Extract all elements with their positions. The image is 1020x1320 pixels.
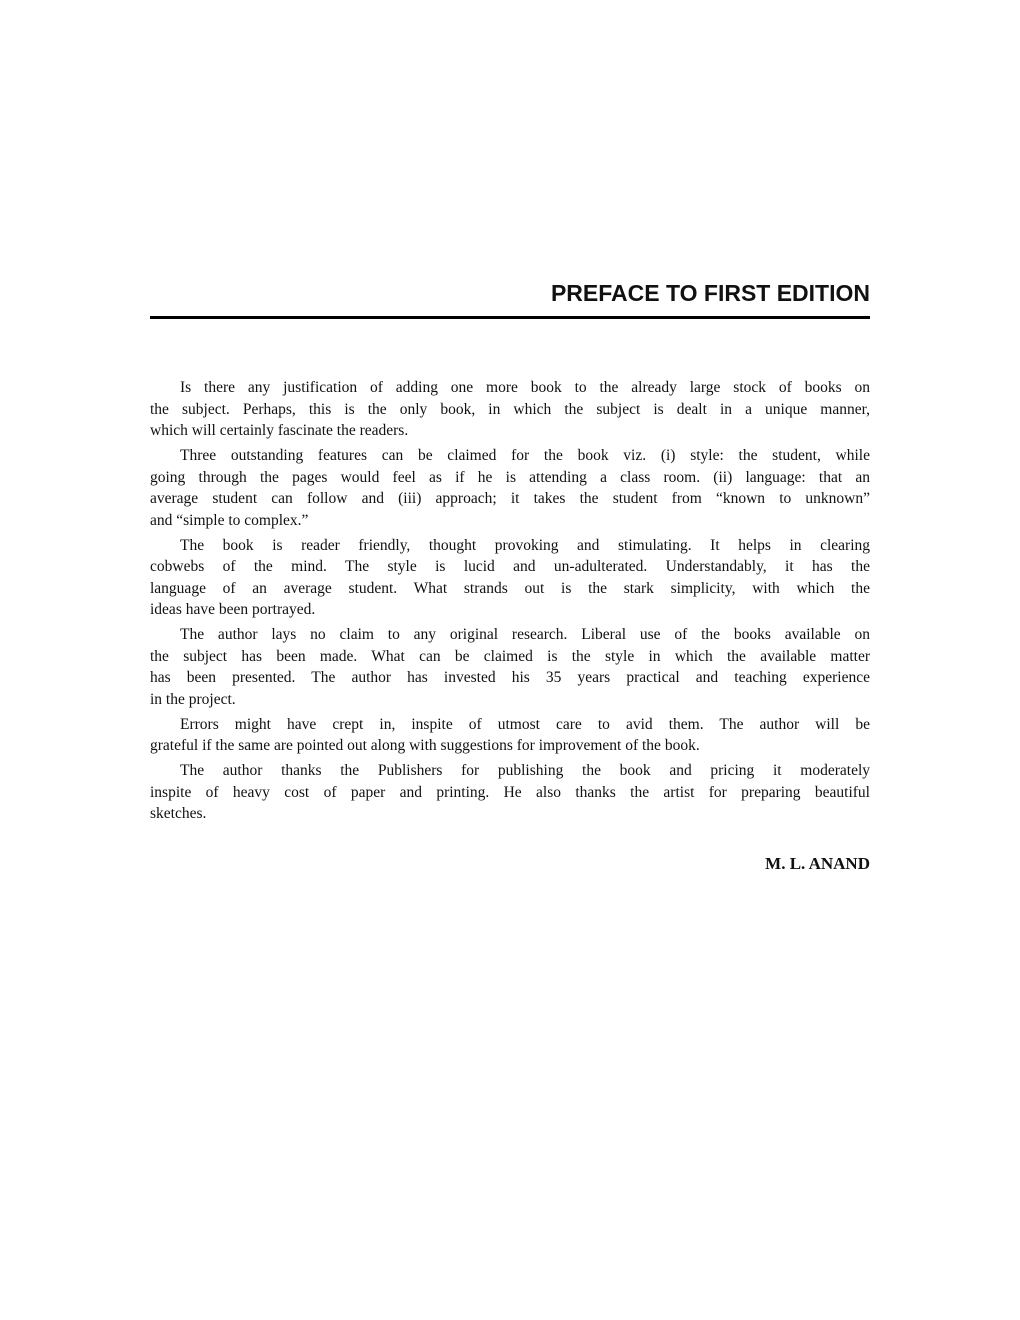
paragraph-line: Three outstanding features can be claimed for the book viz. (i) style: the student, while bbox=[180, 447, 870, 464]
paragraph-line: has been presented. The author has invested his 35 years practical and teaching experience bbox=[150, 669, 870, 686]
paragraph-line: and “simple to complex.” bbox=[150, 511, 309, 529]
paragraph bbox=[150, 377, 870, 442]
page-title: PREFACE TO FIRST EDITION bbox=[550, 280, 870, 306]
paragraph-line: The author thanks the Publishers for publishing the book and pricing it moderately bbox=[180, 762, 870, 779]
paragraph-line: sketches. bbox=[150, 805, 207, 822]
paragraph-line: Errors might have crept in, inspite of utmost care to avid them. The author will be bbox=[180, 715, 870, 733]
paragraph-line: the subject. Perhaps, this is the only book, in which the subject is dealt in a unique manner, bbox=[150, 400, 870, 418]
paragraph bbox=[150, 535, 870, 621]
paragraph bbox=[150, 760, 870, 825]
paragraph-line: in the project. bbox=[150, 690, 236, 708]
paragraph-line: Is there any justification of adding one more book to the already large stock of books on bbox=[180, 379, 870, 396]
paragraph-line: The book is reader friendly, thought provoking and stimulating. It helps in clearing bbox=[180, 536, 870, 554]
paragraph-line: going through the pages would feel as if he is attending a class room. (ii) language: that an bbox=[150, 468, 870, 486]
title-rule bbox=[150, 316, 870, 319]
paragraph-line: the subject has been made. What can be claimed is the style in which the available matter bbox=[150, 647, 870, 665]
paragraph bbox=[150, 445, 870, 531]
paragraph-line: average student can follow and (iii) approach; it takes the student from “known to unknown” bbox=[150, 490, 870, 507]
paragraph bbox=[150, 714, 870, 757]
paragraph-line: cobwebs of the mind. The style is lucid and un-adulterated. Understandably, it has the bbox=[150, 558, 870, 575]
preface-body bbox=[150, 377, 870, 828]
author-signature: M. L. ANAND bbox=[765, 854, 870, 873]
paragraph-line: language of an average student. What strands out is the stark simplicity, with which the bbox=[150, 579, 870, 597]
paragraph-line: grateful if the same are pointed out along with suggestions for improvement of the book. bbox=[150, 737, 700, 754]
paragraph-line: ideas have been portrayed. bbox=[150, 601, 316, 618]
paragraph-line: which will certainly fascinate the readers. bbox=[150, 422, 409, 439]
paragraph-line: The author lays no claim to any original research. Liberal use of the books available on bbox=[180, 626, 870, 643]
paragraph-line: inspite of heavy cost of paper and printing. He also thanks the artist for preparing beautiful bbox=[150, 783, 870, 801]
paragraph bbox=[150, 624, 870, 710]
